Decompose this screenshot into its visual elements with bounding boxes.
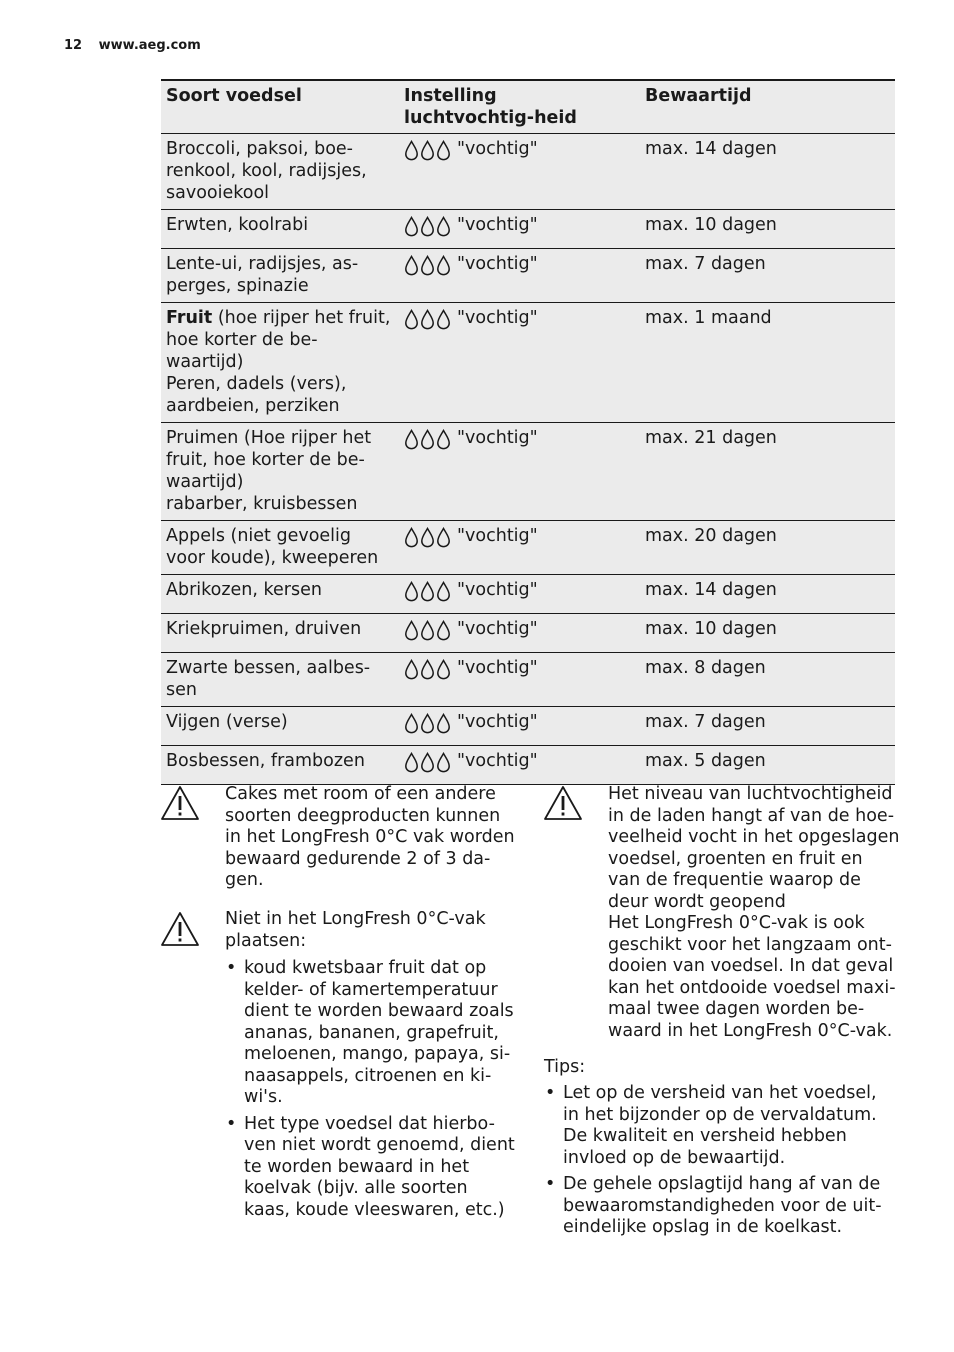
food-bold-label: Fruit xyxy=(166,308,213,328)
food-name: Kriekpruimen, druiven xyxy=(166,619,362,639)
water-drop-icon xyxy=(436,216,451,237)
food-cell xyxy=(161,303,399,423)
water-drop-icon xyxy=(404,659,419,680)
storage-time: max. 8 dagen xyxy=(640,653,895,707)
table-row xyxy=(161,134,895,210)
water-drops-icon xyxy=(404,752,451,773)
humidity-cell xyxy=(399,746,640,785)
water-drop-icon xyxy=(404,752,419,773)
water-drops-icon xyxy=(404,713,451,734)
water-drop-icon xyxy=(436,309,451,330)
water-drops-icon xyxy=(404,581,451,602)
food-cell xyxy=(161,614,399,653)
food-name: Pruimen (Hoe rijper het fruit, hoe korter de be-waartijd) xyxy=(166,428,372,492)
storage-time: max. 14 dagen xyxy=(640,575,895,614)
water-drops-icon xyxy=(404,429,451,450)
food-extra: Peren, dadels (vers), aardbeien, perziken xyxy=(166,374,347,416)
food-name: Vijgen (verse) xyxy=(166,712,288,732)
water-drops-icon xyxy=(404,255,451,276)
water-drop-icon xyxy=(436,620,451,641)
humidity-setting: "vochtig" xyxy=(457,619,538,639)
table-header-row xyxy=(161,80,895,134)
table-row xyxy=(161,707,895,746)
list-item: • Het type voedsel dat hierbo-ven niet wordt genoemd, dient te worden bewaard in het koelvak (bijv. alle soorten kaas, koude vleeswaren, etc.) xyxy=(225,1114,515,1222)
food-cell xyxy=(161,249,399,303)
humidity-cell xyxy=(399,423,640,521)
table-row xyxy=(161,653,895,707)
table-row xyxy=(161,303,895,423)
page-number: 12 xyxy=(64,38,83,53)
water-drop-icon xyxy=(420,620,435,641)
humidity-setting: "vochtig" xyxy=(457,658,538,678)
food-name: Erwten, koolrabi xyxy=(166,215,309,235)
table-row xyxy=(161,423,895,521)
humidity-setting: "vochtig" xyxy=(457,254,538,274)
storage-time: max. 7 dagen xyxy=(640,707,895,746)
food-extra: rabarber, kruisbessen xyxy=(166,494,358,514)
water-drop-icon xyxy=(420,255,435,276)
food-name: Appels (niet gevoelig voor koude), kweeperen xyxy=(166,526,379,568)
storage-time: max. 5 dagen xyxy=(640,746,895,785)
storage-time: max. 20 dagen xyxy=(640,521,895,575)
humidity-setting: "vochtig" xyxy=(457,526,538,546)
food-cell xyxy=(161,134,399,210)
tips-list xyxy=(544,1083,896,1244)
water-drop-icon xyxy=(436,713,451,734)
food-name: Lente-ui, radijsjes, as-perges, spinazie xyxy=(166,254,359,296)
water-drop-icon xyxy=(404,216,419,237)
warning-humidity xyxy=(608,784,900,1042)
food-name: Broccoli, paksoi, boe-renkool, kool, radijsjes, savooiekool xyxy=(166,139,367,203)
water-drop-icon xyxy=(404,581,419,602)
water-drop-icon xyxy=(404,140,419,161)
warning-humidity-p1: Het niveau van luchtvochtigheid in de laden hangt af van de hoe-veelheid vocht in het opgeslagen voedsel, groenten en fruit en van de frequentie waarop de deur wordt geopend xyxy=(608,784,900,912)
food-cell xyxy=(161,707,399,746)
water-drop-icon xyxy=(420,581,435,602)
humidity-setting: "vochtig" xyxy=(457,308,538,328)
water-drop-icon xyxy=(436,527,451,548)
humidity-cell xyxy=(399,653,640,707)
food-name: Bosbessen, frambozen xyxy=(166,751,365,771)
water-drops-icon xyxy=(404,216,451,237)
warning-not-place xyxy=(225,909,515,1226)
water-drop-icon xyxy=(436,140,451,161)
humidity-setting: "vochtig" xyxy=(457,428,538,448)
water-drop-icon xyxy=(404,620,419,641)
storage-time: max. 10 dagen xyxy=(640,210,895,249)
list-item: • Let op de versheid van het voedsel, in het bijzonder op de vervaldatum. De kwaliteit en versheid hebben invloed op de bewaartijd. xyxy=(544,1083,896,1169)
humidity-cell xyxy=(399,249,640,303)
water-drop-icon xyxy=(420,429,435,450)
humidity-cell xyxy=(399,575,640,614)
warning-cakes-text: Cakes met room of een andere soorten deegproducten kunnen in het LongFresh 0°C vak worden bewaard gedurende 2 of 3 da-gen. xyxy=(225,784,515,890)
list-item: • koud kwetsbaar fruit dat op kelder- of kamertemperatuur dient te worden bewaard zoals ananas, bananen, grapefruit, meloenen, mango, papaya, si-naasappels, citroenen en ki-wi's. xyxy=(225,958,515,1109)
water-drop-icon xyxy=(420,713,435,734)
water-drop-icon xyxy=(436,752,451,773)
warning-not-place-intro: Niet in het LongFresh 0°C-vak plaatsen: xyxy=(225,909,486,951)
tips-title: Tips: xyxy=(544,1057,586,1077)
table-row xyxy=(161,249,895,303)
warning-cakes xyxy=(225,784,515,892)
warning-triangle-icon xyxy=(160,911,200,947)
humidity-setting: "vochtig" xyxy=(457,215,538,235)
storage-time: max. 7 dagen xyxy=(640,249,895,303)
water-drop-icon xyxy=(404,309,419,330)
water-drop-icon xyxy=(436,581,451,602)
water-drop-icon xyxy=(404,429,419,450)
food-name: Abrikozen, kersen xyxy=(166,580,322,600)
column-header-food: Soort voedsel xyxy=(161,80,399,134)
not-place-list xyxy=(225,958,515,1221)
storage-time: max. 14 dagen xyxy=(640,134,895,210)
warning-humidity-p2: Het LongFresh 0°C-vak is ook geschikt voor het langzaam ont-dooien van voedsel. In dat geval kan het ontdooide voedsel maxi-maal twee dagen worden be-waard in het LongFresh 0°C-vak. xyxy=(608,913,896,1041)
food-cell xyxy=(161,575,399,614)
column-header-time: Bewaartijd xyxy=(640,80,895,134)
food-cell xyxy=(161,653,399,707)
column-header-humidity: Instelling luchtvochtig-heid xyxy=(399,80,640,134)
food-cell xyxy=(161,210,399,249)
water-drop-icon xyxy=(436,255,451,276)
water-drop-icon xyxy=(420,309,435,330)
food-cell xyxy=(161,423,399,521)
water-drop-icon xyxy=(420,752,435,773)
humidity-cell xyxy=(399,303,640,423)
water-drop-icon xyxy=(404,527,419,548)
water-drops-icon xyxy=(404,620,451,641)
table-row xyxy=(161,614,895,653)
humidity-cell xyxy=(399,210,640,249)
warning-triangle-icon xyxy=(543,785,583,821)
humidity-cell xyxy=(399,134,640,210)
table-row xyxy=(161,210,895,249)
water-drops-icon xyxy=(404,140,451,161)
list-item: • De gehele opslagtijd hang af van de bewaaromstandigheden voor de uit-eindelijke opslag in de koelkast. xyxy=(544,1174,896,1239)
water-drops-icon xyxy=(404,659,451,680)
website-link[interactable]: www.aeg.com xyxy=(98,38,201,53)
storage-time: max. 1 maand xyxy=(640,303,895,423)
food-cell xyxy=(161,521,399,575)
food-name: (hoe rijper het fruit, hoe korter de be-waartijd) xyxy=(166,308,391,372)
warning-triangle-icon xyxy=(160,785,200,821)
page-header xyxy=(64,38,201,53)
water-drop-icon xyxy=(436,659,451,680)
humidity-cell xyxy=(399,521,640,575)
water-drop-icon xyxy=(420,216,435,237)
storage-time: max. 21 dagen xyxy=(640,423,895,521)
storage-table xyxy=(161,79,895,785)
table-row xyxy=(161,575,895,614)
water-drop-icon xyxy=(420,140,435,161)
food-name: Zwarte bessen, aalbes-sen xyxy=(166,658,371,700)
water-drops-icon xyxy=(404,527,451,548)
humidity-cell xyxy=(399,707,640,746)
water-drop-icon xyxy=(420,527,435,548)
humidity-setting: "vochtig" xyxy=(457,712,538,732)
humidity-setting: "vochtig" xyxy=(457,751,538,771)
storage-time: max. 10 dagen xyxy=(640,614,895,653)
water-drops-icon xyxy=(404,309,451,330)
humidity-cell xyxy=(399,614,640,653)
water-drop-icon xyxy=(420,659,435,680)
water-drop-icon xyxy=(436,429,451,450)
water-drop-icon xyxy=(404,255,419,276)
food-cell xyxy=(161,746,399,785)
water-drop-icon xyxy=(404,713,419,734)
humidity-setting: "vochtig" xyxy=(457,580,538,600)
table-row xyxy=(161,521,895,575)
humidity-setting: "vochtig" xyxy=(457,139,538,159)
table-row xyxy=(161,746,895,785)
